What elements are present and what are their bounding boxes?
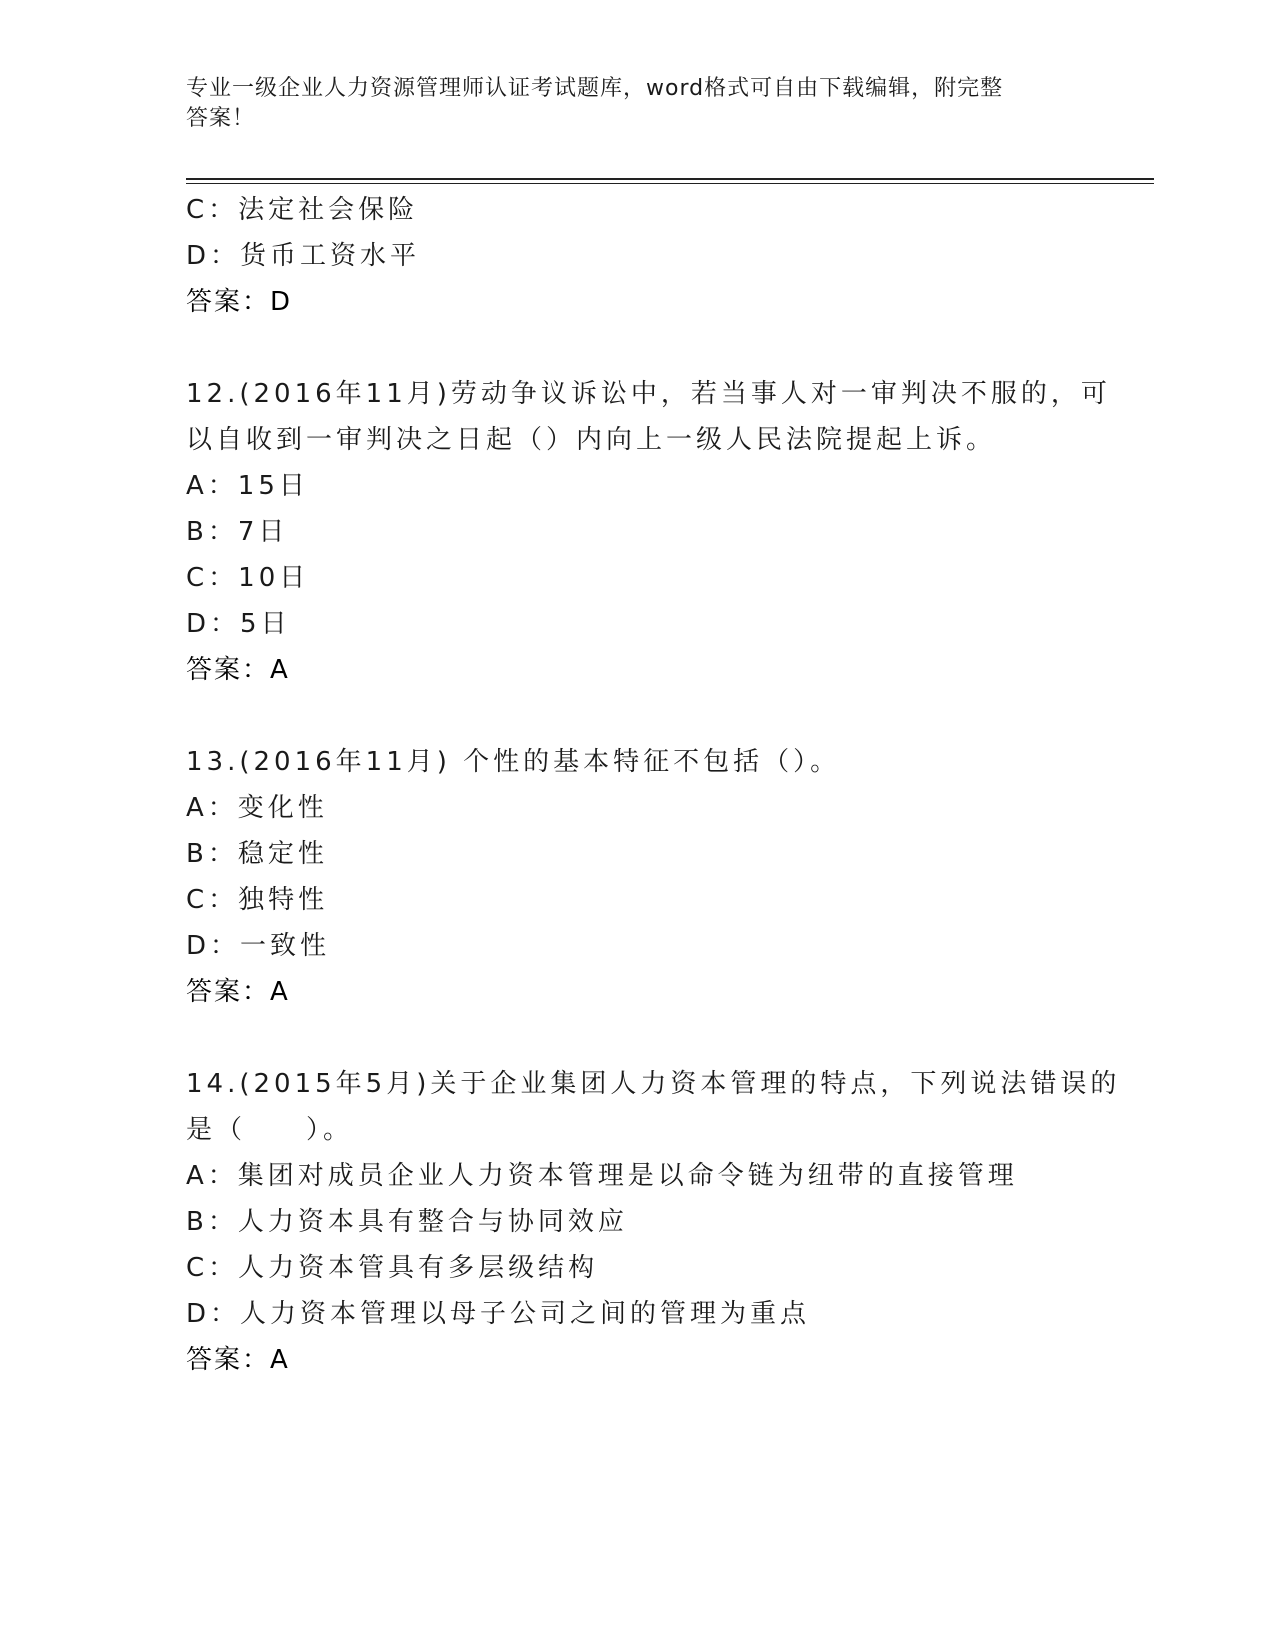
option-d: D：货币工资水平 bbox=[186, 241, 421, 271]
header-line-1: 专业一级企业人力资源管理师认证考试题库，word格式可自由下载编辑，附完整 bbox=[186, 76, 1004, 101]
option-c: C：10日 bbox=[186, 563, 310, 593]
option-a: A：变化性 bbox=[186, 793, 328, 823]
option-d: D：5日 bbox=[186, 609, 291, 639]
prev-question-block bbox=[186, 187, 1136, 325]
option-b: B：人力资本具有整合与协同效应 bbox=[186, 1207, 628, 1237]
option-d: D：人力资本管理以母子公司之间的管理为重点 bbox=[186, 1299, 811, 1329]
document-header bbox=[186, 74, 1066, 134]
question-stem: 是（ ）。 bbox=[186, 1115, 354, 1145]
question-stem: 14.(2015年5月)关于企业集团人力资本管理的特点，下列说法错误的 bbox=[186, 1069, 1121, 1099]
answer-line: 答案：A bbox=[186, 1345, 290, 1375]
question-stem: 12.(2016年11月)劳动争议诉讼中，若当事人对一审判决不服的，可 bbox=[186, 379, 1111, 409]
header-line-2: 答案！ bbox=[186, 106, 256, 131]
option-c: C：法定社会保险 bbox=[186, 195, 419, 225]
option-d: D：一致性 bbox=[186, 931, 331, 961]
answer-line: 答案：A bbox=[186, 977, 290, 1007]
option-c: C：独特性 bbox=[186, 885, 329, 915]
header-divider-thin bbox=[186, 183, 1154, 184]
header-divider-thick bbox=[186, 178, 1154, 180]
option-b: B：稳定性 bbox=[186, 839, 328, 869]
question-14 bbox=[186, 1061, 1136, 1383]
option-c: C：人力资本管具有多层级结构 bbox=[186, 1253, 599, 1283]
option-a: A：集团对成员企业人力资本管理是以命令链为纽带的直接管理 bbox=[186, 1161, 1018, 1191]
answer-line: 答案：A bbox=[186, 655, 290, 685]
spacer bbox=[186, 693, 1136, 739]
question-stem: 以自收到一审判决之日起（）内向上一级人民法院提起上诉。 bbox=[186, 425, 997, 455]
option-b: B：7日 bbox=[186, 517, 289, 547]
question-stem: 13.(2016年11月) 个性的基本特征不包括（）。 bbox=[186, 747, 841, 777]
question-content bbox=[186, 187, 1136, 1383]
spacer bbox=[186, 1015, 1136, 1061]
spacer bbox=[186, 325, 1136, 371]
answer-line: 答案：D bbox=[186, 287, 293, 317]
question-13 bbox=[186, 739, 1136, 1015]
question-12 bbox=[186, 371, 1136, 693]
option-a: A：15日 bbox=[186, 471, 309, 501]
